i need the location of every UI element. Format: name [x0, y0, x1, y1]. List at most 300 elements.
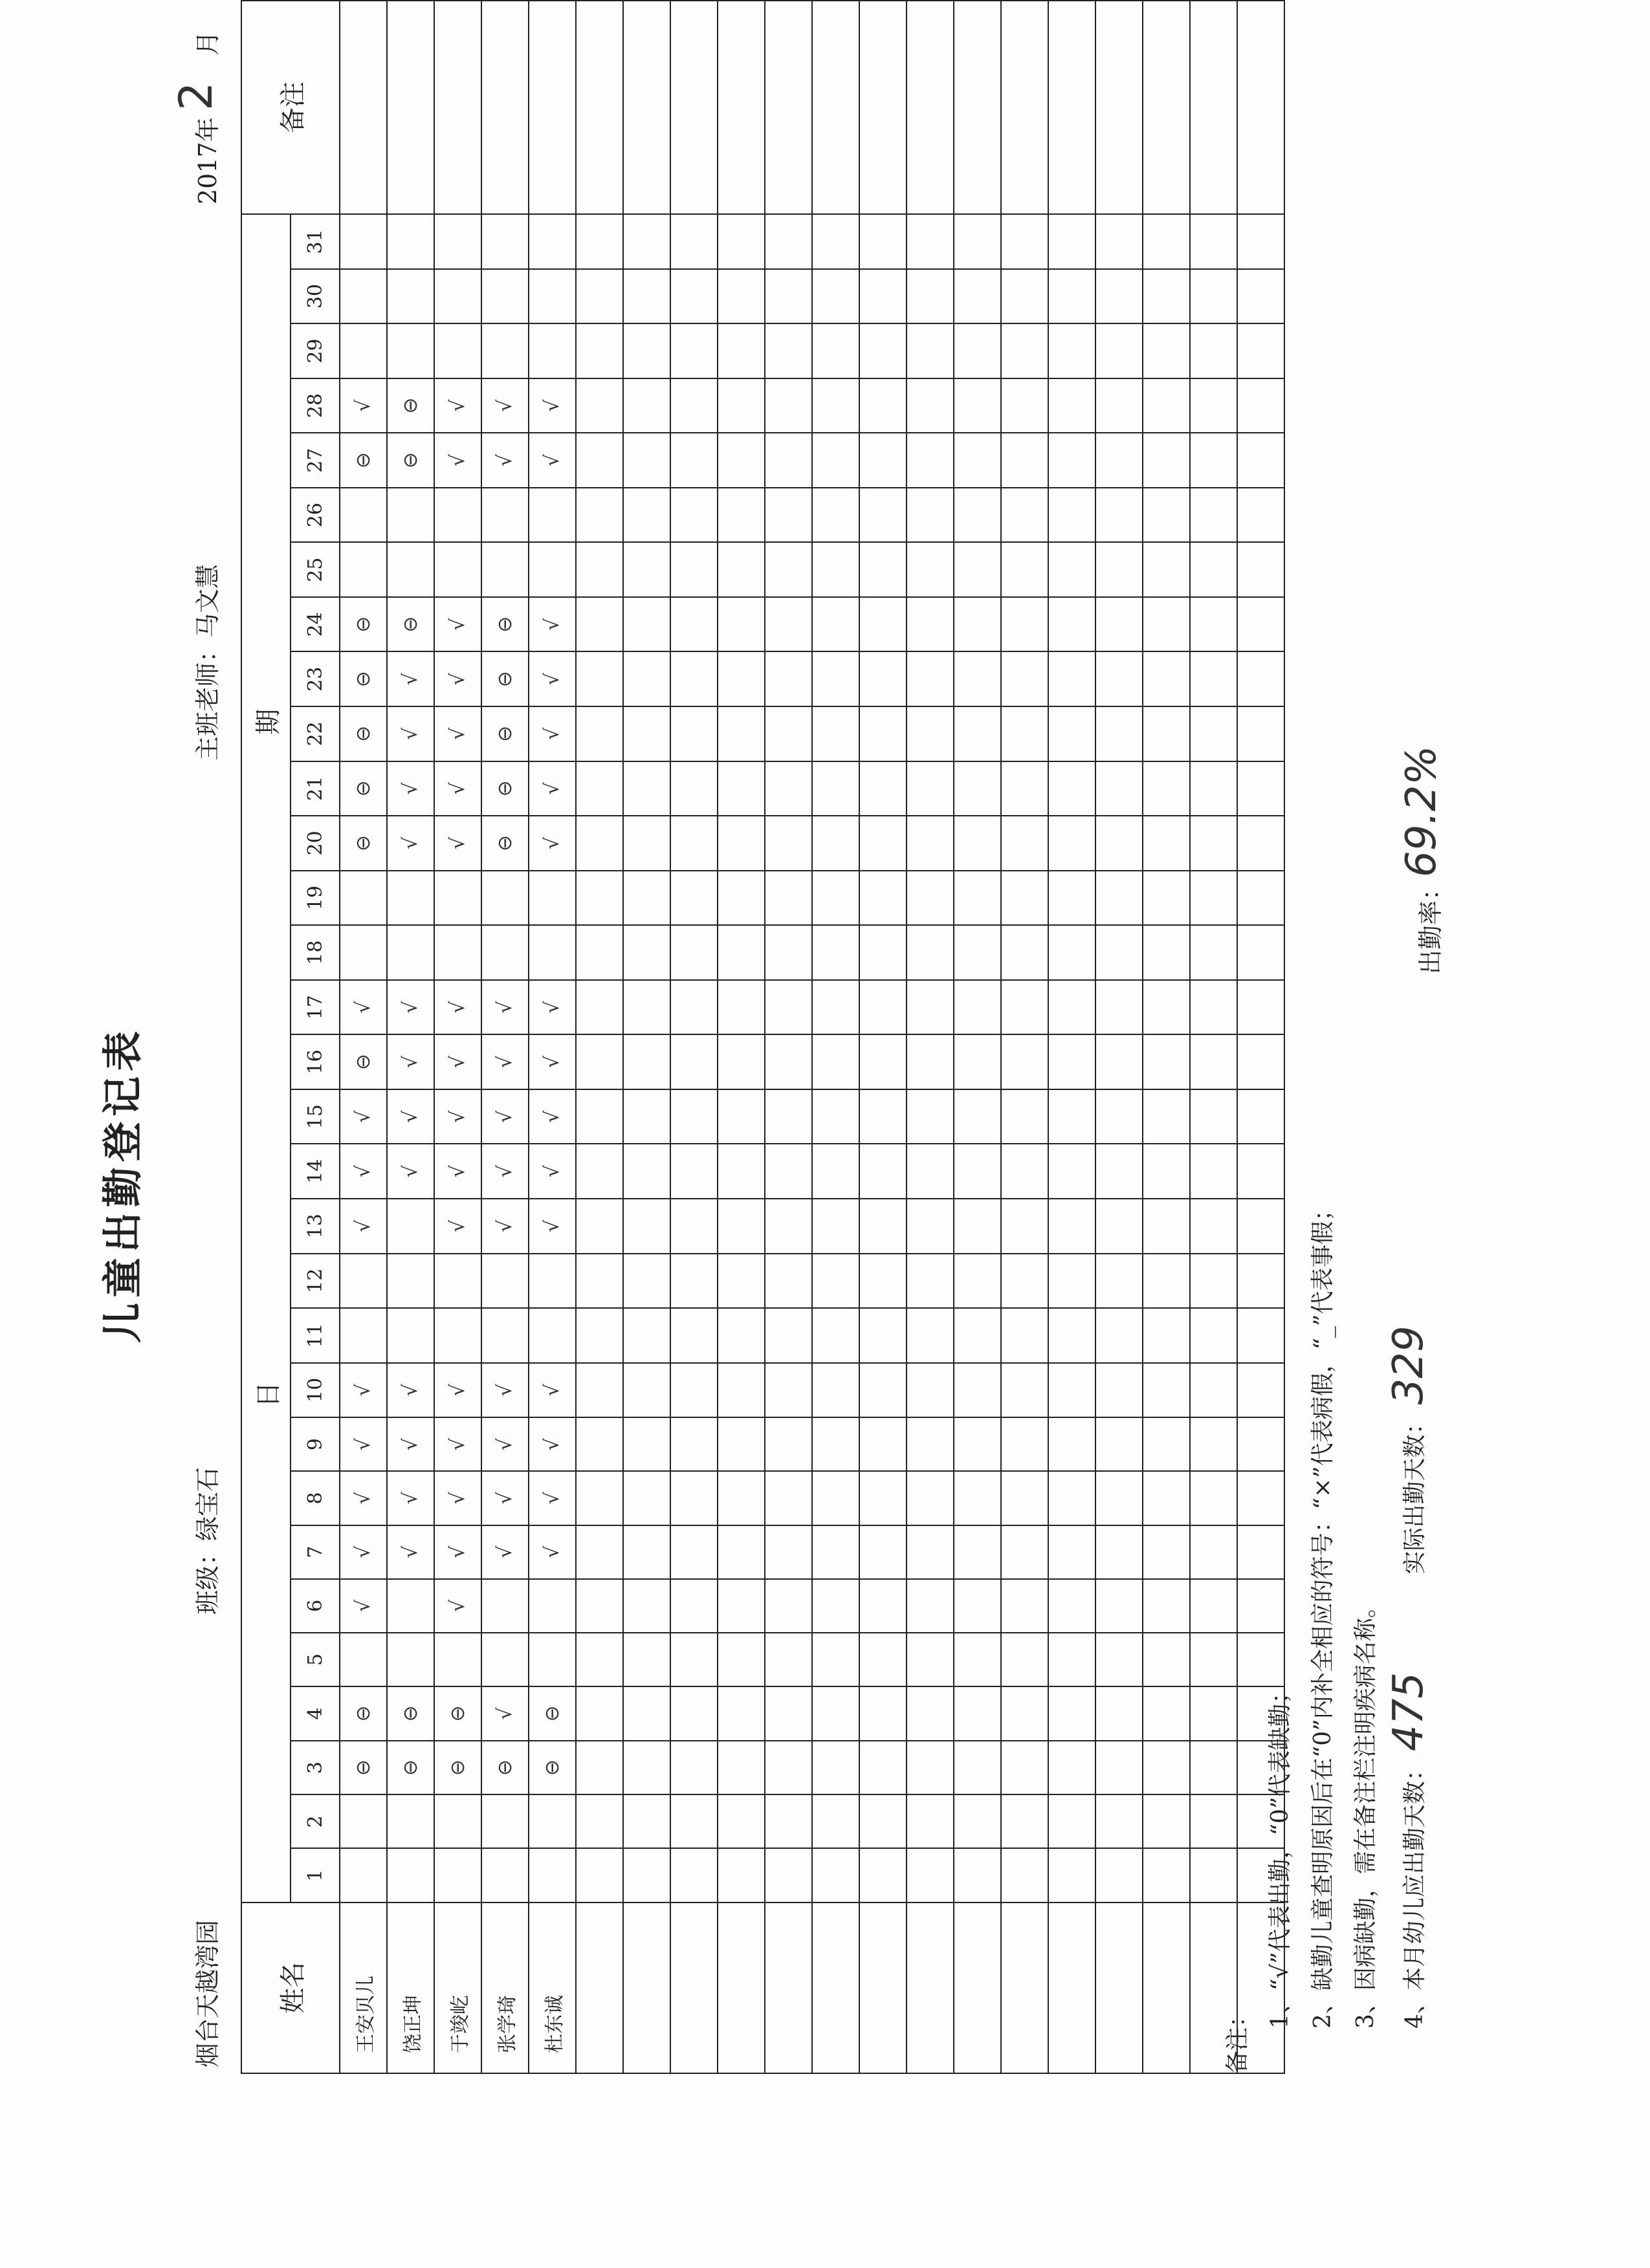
empty-day-cell	[907, 542, 954, 597]
empty-day-cell	[765, 925, 812, 980]
attendance-mark	[481, 871, 529, 926]
empty-day-cell	[623, 1144, 670, 1199]
empty-note-cell	[1143, 1, 1190, 214]
attendance-mark: ⊖	[340, 652, 387, 707]
empty-day-cell	[765, 378, 812, 433]
empty-name-cell	[1001, 1903, 1048, 2073]
empty-day-cell	[859, 323, 907, 378]
empty-day-cell	[1237, 488, 1284, 543]
student-row	[387, 1, 434, 2073]
empty-day-cell	[765, 816, 812, 871]
empty-day-cell	[1143, 1417, 1190, 1471]
empty-day-cell	[1048, 1633, 1095, 1686]
student-note	[529, 1, 576, 214]
empty-day-cell	[718, 1034, 765, 1089]
empty-day-cell	[1001, 323, 1048, 378]
note-line-4	[1387, 1198, 1436, 2074]
attendance-mark	[387, 1579, 434, 1633]
day-number: 3	[291, 1741, 340, 1795]
attendance-mark: √	[434, 706, 481, 761]
empty-day-cell	[812, 1417, 859, 1471]
empty-day-cell	[765, 1633, 812, 1686]
attendance-mark: √	[481, 1471, 529, 1525]
attendance-mark: ⊖	[340, 1034, 387, 1089]
empty-note-cell	[1237, 1, 1284, 214]
empty-day-cell	[907, 1308, 954, 1363]
empty-day-cell	[1095, 871, 1143, 926]
empty-day-cell	[859, 1849, 907, 1903]
empty-day-cell	[1048, 652, 1095, 707]
empty-day-cell	[765, 1363, 812, 1418]
attendance-mark	[340, 1849, 387, 1903]
empty-day-cell	[718, 488, 765, 543]
attendance-mark	[481, 1849, 529, 1903]
empty-day-cell	[1001, 1199, 1048, 1254]
empty-day-cell	[1190, 980, 1237, 1035]
empty-day-cell	[1001, 214, 1048, 269]
attendance-mark	[481, 269, 529, 324]
attendance-mark: √	[387, 816, 434, 871]
empty-day-cell	[1095, 269, 1143, 324]
empty-day-cell	[907, 706, 954, 761]
empty-day-cell	[1048, 1254, 1095, 1309]
empty-day-cell	[1237, 706, 1284, 761]
attendance-mark	[340, 1633, 387, 1686]
empty-day-cell	[765, 269, 812, 324]
empty-day-cell	[954, 597, 1001, 652]
empty-day-cell	[623, 925, 670, 980]
empty-row	[907, 1, 954, 2073]
empty-day-cell	[1048, 871, 1095, 926]
day-number: 8	[291, 1471, 340, 1525]
expected-days-value: 475	[1385, 1672, 1433, 1752]
empty-name-cell	[859, 1903, 907, 2073]
attendance-mark: ⊖	[387, 1741, 434, 1795]
empty-day-cell	[670, 597, 718, 652]
attendance-mark: √	[340, 1089, 387, 1144]
empty-day-cell	[954, 1199, 1001, 1254]
empty-day-cell	[623, 1034, 670, 1089]
empty-day-cell	[1048, 1579, 1095, 1633]
empty-day-cell	[670, 1308, 718, 1363]
attendance-mark: ⊖	[481, 706, 529, 761]
attendance-mark	[434, 323, 481, 378]
empty-day-cell	[812, 652, 859, 707]
attendance-mark: √	[529, 1417, 576, 1471]
empty-day-cell	[954, 980, 1001, 1035]
attendance-mark: √	[434, 761, 481, 816]
attendance-mark	[340, 1794, 387, 1848]
attendance-mark: √	[434, 597, 481, 652]
empty-day-cell	[670, 1686, 718, 1741]
empty-day-cell	[1190, 597, 1237, 652]
day-number: 11	[291, 1308, 340, 1363]
empty-day-cell	[765, 1089, 812, 1144]
attendance-mark	[481, 1633, 529, 1686]
notes-block	[1216, 1198, 1436, 2074]
empty-day-cell	[1001, 1308, 1048, 1363]
empty-day-cell	[623, 488, 670, 543]
attendance-mark	[529, 925, 576, 980]
empty-day-cell	[1143, 706, 1190, 761]
empty-day-cell	[812, 1199, 859, 1254]
empty-day-cell	[718, 816, 765, 871]
empty-day-cell	[670, 1034, 718, 1089]
attendance-mark: √	[529, 1525, 576, 1579]
empty-day-cell	[718, 761, 765, 816]
attendance-mark: ⊖	[481, 816, 529, 871]
empty-row	[1001, 1, 1048, 2073]
empty-day-cell	[1048, 1363, 1095, 1418]
attendance-mark: √	[434, 816, 481, 871]
empty-day-cell	[765, 706, 812, 761]
empty-note-cell	[812, 1, 859, 214]
empty-day-cell	[1095, 816, 1143, 871]
empty-day-cell	[1143, 1199, 1190, 1254]
empty-day-cell	[670, 1144, 718, 1199]
empty-day-cell	[1001, 1363, 1048, 1418]
empty-row	[1095, 1, 1143, 2073]
empty-day-cell	[812, 433, 859, 488]
empty-day-cell	[1190, 323, 1237, 378]
empty-day-cell	[1143, 1308, 1190, 1363]
empty-day-cell	[576, 1633, 623, 1686]
empty-day-cell	[1048, 925, 1095, 980]
empty-day-cell	[1001, 597, 1048, 652]
attendance-mark	[340, 1308, 387, 1363]
empty-day-cell	[1095, 214, 1143, 269]
attendance-mark: ⊖	[529, 1686, 576, 1741]
attendance-mark: √	[434, 1471, 481, 1525]
empty-day-cell	[859, 1199, 907, 1254]
empty-day-cell	[954, 871, 1001, 926]
empty-note-cell	[718, 1, 765, 214]
empty-day-cell	[718, 652, 765, 707]
empty-day-cell	[670, 214, 718, 269]
attendance-mark: √	[434, 1199, 481, 1254]
student-row	[434, 1, 481, 2073]
attendance-mark	[481, 1794, 529, 1848]
empty-day-cell	[907, 1254, 954, 1309]
day-number: 15	[291, 1089, 340, 1144]
empty-day-cell	[1143, 378, 1190, 433]
empty-day-cell	[1143, 1794, 1190, 1848]
empty-day-cell	[1001, 1471, 1048, 1525]
day-number: 9	[291, 1417, 340, 1471]
empty-day-cell	[954, 1525, 1001, 1579]
student-note	[340, 1, 387, 214]
empty-day-cell	[623, 1308, 670, 1363]
empty-day-cell	[859, 1525, 907, 1579]
empty-day-cell	[576, 1144, 623, 1199]
attendance-mark	[434, 1849, 481, 1903]
empty-day-cell	[812, 323, 859, 378]
empty-day-cell	[859, 1363, 907, 1418]
attendance-mark: √	[481, 433, 529, 488]
empty-day-cell	[907, 597, 954, 652]
empty-day-cell	[859, 1089, 907, 1144]
empty-day-cell	[1190, 1034, 1237, 1089]
empty-day-cell	[1237, 871, 1284, 926]
empty-day-cell	[670, 1254, 718, 1309]
empty-day-cell	[718, 980, 765, 1035]
empty-name-cell	[576, 1903, 623, 2073]
empty-day-cell	[812, 816, 859, 871]
empty-day-cell	[859, 706, 907, 761]
empty-day-cell	[718, 597, 765, 652]
empty-day-cell	[718, 706, 765, 761]
empty-day-cell	[859, 269, 907, 324]
attendance-mark: √	[340, 1525, 387, 1579]
day-number: 24	[291, 597, 340, 652]
note-line-3: 3、因病缺勤，需在备注栏注明疾病名称。	[1352, 1595, 1379, 2029]
attendance-mark: √	[387, 761, 434, 816]
empty-day-cell	[907, 378, 954, 433]
empty-day-cell	[718, 1199, 765, 1254]
attendance-mark	[340, 488, 387, 543]
day-number: 6	[291, 1579, 340, 1633]
empty-day-cell	[1143, 597, 1190, 652]
empty-day-cell	[1001, 1633, 1048, 1686]
empty-day-cell	[576, 706, 623, 761]
empty-day-cell	[1001, 1417, 1048, 1471]
empty-day-cell	[1190, 433, 1237, 488]
empty-day-cell	[907, 488, 954, 543]
attendance-mark: ⊖	[387, 378, 434, 433]
empty-day-cell	[1001, 1525, 1048, 1579]
empty-day-cell	[1048, 1089, 1095, 1144]
empty-day-cell	[954, 1633, 1001, 1686]
empty-day-cell	[1048, 1199, 1095, 1254]
empty-day-cell	[907, 1794, 954, 1848]
attendance-mark: √	[434, 1525, 481, 1579]
empty-day-cell	[1237, 1144, 1284, 1199]
empty-day-cell	[859, 488, 907, 543]
empty-day-cell	[718, 1525, 765, 1579]
empty-day-cell	[859, 542, 907, 597]
empty-day-cell	[907, 1089, 954, 1144]
empty-day-cell	[718, 214, 765, 269]
empty-day-cell	[1048, 1794, 1095, 1848]
student-name: 于竣屹	[434, 1903, 481, 2073]
attendance-mark: √	[434, 652, 481, 707]
empty-name-cell	[670, 1903, 718, 2073]
empty-day-cell	[1143, 1525, 1190, 1579]
attendance-mark: √	[481, 1034, 529, 1089]
empty-row	[954, 1, 1001, 2073]
expected-days-label: 4、本月幼儿应出勤天数：	[1402, 1758, 1428, 2029]
empty-day-cell	[576, 925, 623, 980]
empty-day-cell	[718, 1144, 765, 1199]
empty-day-cell	[1190, 706, 1237, 761]
attendance-mark: ⊖	[434, 1686, 481, 1741]
empty-row	[576, 1, 623, 2073]
empty-day-cell	[765, 980, 812, 1035]
student-row	[529, 1, 576, 2073]
attendance-mark: √	[481, 1089, 529, 1144]
empty-day-cell	[954, 652, 1001, 707]
empty-day-cell	[670, 980, 718, 1035]
empty-day-cell	[1190, 1144, 1237, 1199]
attendance-mark: ⊖	[340, 1686, 387, 1741]
attendance-mark: √	[529, 816, 576, 871]
empty-day-cell	[907, 1525, 954, 1579]
empty-day-cell	[576, 269, 623, 324]
student-name: 饶正坤	[387, 1903, 434, 2073]
empty-row	[623, 1, 670, 2073]
empty-day-cell	[623, 1794, 670, 1848]
empty-day-cell	[1048, 488, 1095, 543]
empty-day-cell	[1237, 542, 1284, 597]
empty-day-cell	[907, 1034, 954, 1089]
attendance-mark	[529, 1849, 576, 1903]
attendance-mark	[387, 542, 434, 597]
attendance-mark	[340, 1254, 387, 1309]
empty-day-cell	[1237, 652, 1284, 707]
attendance-mark	[387, 1849, 434, 1903]
day-number: 12	[291, 1254, 340, 1309]
empty-day-cell	[576, 323, 623, 378]
empty-day-cell	[1048, 1417, 1095, 1471]
attendance-mark: √	[529, 1363, 576, 1418]
attendance-mark	[529, 323, 576, 378]
empty-day-cell	[576, 1525, 623, 1579]
attendance-mark: √	[481, 378, 529, 433]
student-note	[481, 1, 529, 214]
empty-day-cell	[1095, 378, 1143, 433]
empty-day-cell	[765, 1254, 812, 1309]
empty-day-cell	[954, 1686, 1001, 1741]
empty-day-cell	[812, 1308, 859, 1363]
empty-day-cell	[1143, 433, 1190, 488]
empty-day-cell	[1237, 816, 1284, 871]
empty-day-cell	[1237, 980, 1284, 1035]
attendance-mark: √	[387, 1144, 434, 1199]
empty-day-cell	[1143, 323, 1190, 378]
empty-day-cell	[907, 1471, 954, 1525]
empty-day-cell	[907, 1363, 954, 1418]
empty-day-cell	[1001, 706, 1048, 761]
attendance-mark	[387, 1254, 434, 1309]
empty-day-cell	[954, 1417, 1001, 1471]
attendance-mark	[434, 1633, 481, 1686]
empty-day-cell	[1095, 1254, 1143, 1309]
empty-day-cell	[1190, 488, 1237, 543]
empty-day-cell	[1048, 597, 1095, 652]
empty-day-cell	[765, 1794, 812, 1848]
date-header-left: 日	[253, 1381, 283, 1408]
empty-day-cell	[576, 1363, 623, 1418]
attendance-mark: √	[529, 378, 576, 433]
empty-day-cell	[1001, 652, 1048, 707]
empty-day-cell	[765, 214, 812, 269]
empty-day-cell	[718, 871, 765, 926]
day-number: 16	[291, 1034, 340, 1089]
empty-day-cell	[576, 378, 623, 433]
empty-day-cell	[576, 980, 623, 1035]
empty-day-cell	[623, 706, 670, 761]
empty-day-cell	[718, 1471, 765, 1525]
empty-day-cell	[812, 269, 859, 324]
empty-day-cell	[670, 1199, 718, 1254]
attendance-mark	[434, 488, 481, 543]
empty-day-cell	[1001, 871, 1048, 926]
empty-name-cell	[1143, 1903, 1190, 2073]
empty-day-cell	[907, 433, 954, 488]
empty-day-cell	[907, 1741, 954, 1795]
attendance-mark: √	[340, 378, 387, 433]
empty-day-cell	[1048, 980, 1095, 1035]
day-number: 31	[291, 214, 340, 269]
empty-day-cell	[670, 542, 718, 597]
form-title: 儿童出勤登记表	[99, 1025, 146, 1343]
empty-day-cell	[1190, 378, 1237, 433]
empty-day-cell	[670, 761, 718, 816]
empty-day-cell	[623, 1579, 670, 1633]
empty-day-cell	[954, 1794, 1001, 1848]
empty-day-cell	[1001, 378, 1048, 433]
attendance-mark	[387, 269, 434, 324]
empty-day-cell	[765, 1308, 812, 1363]
attendance-mark: ⊖	[340, 706, 387, 761]
empty-day-cell	[765, 323, 812, 378]
empty-day-cell	[670, 1525, 718, 1579]
empty-day-cell	[718, 378, 765, 433]
empty-row	[1048, 1, 1095, 2073]
attendance-mark: √	[434, 1363, 481, 1418]
attendance-mark: √	[481, 980, 529, 1035]
empty-day-cell	[576, 1849, 623, 1903]
attendance-mark	[529, 1579, 576, 1633]
empty-day-cell	[576, 488, 623, 543]
empty-day-cell	[859, 761, 907, 816]
attendance-mark: √	[529, 1089, 576, 1144]
attendance-mark: √	[340, 1417, 387, 1471]
attendance-mark: ⊖	[387, 433, 434, 488]
attendance-mark: √	[387, 1471, 434, 1525]
empty-day-cell	[1143, 488, 1190, 543]
empty-day-cell	[1143, 1849, 1190, 1903]
empty-day-cell	[576, 1417, 623, 1471]
empty-day-cell	[954, 433, 1001, 488]
attendance-mark: √	[387, 1417, 434, 1471]
teacher-label: 主班老师：马文慧	[193, 563, 222, 761]
empty-day-cell	[765, 488, 812, 543]
attendance-mark: √	[340, 1199, 387, 1254]
empty-day-cell	[1048, 214, 1095, 269]
attendance-mark: √	[434, 1144, 481, 1199]
empty-day-cell	[812, 980, 859, 1035]
attendance-mark: √	[529, 1034, 576, 1089]
attendance-mark	[529, 1633, 576, 1686]
empty-note-cell	[670, 1, 718, 214]
empty-note-cell	[623, 1, 670, 214]
empty-day-cell	[954, 1144, 1001, 1199]
empty-day-cell	[1001, 1089, 1048, 1144]
empty-day-cell	[623, 816, 670, 871]
empty-day-cell	[1095, 1034, 1143, 1089]
empty-day-cell	[623, 597, 670, 652]
empty-day-cell	[954, 925, 1001, 980]
empty-day-cell	[1143, 1471, 1190, 1525]
attendance-mark: √	[529, 980, 576, 1035]
empty-day-cell	[765, 1199, 812, 1254]
empty-day-cell	[1095, 1794, 1143, 1848]
empty-day-cell	[1237, 323, 1284, 378]
attendance-mark: √	[529, 1199, 576, 1254]
attendance-mark	[387, 1794, 434, 1848]
empty-day-cell	[859, 925, 907, 980]
